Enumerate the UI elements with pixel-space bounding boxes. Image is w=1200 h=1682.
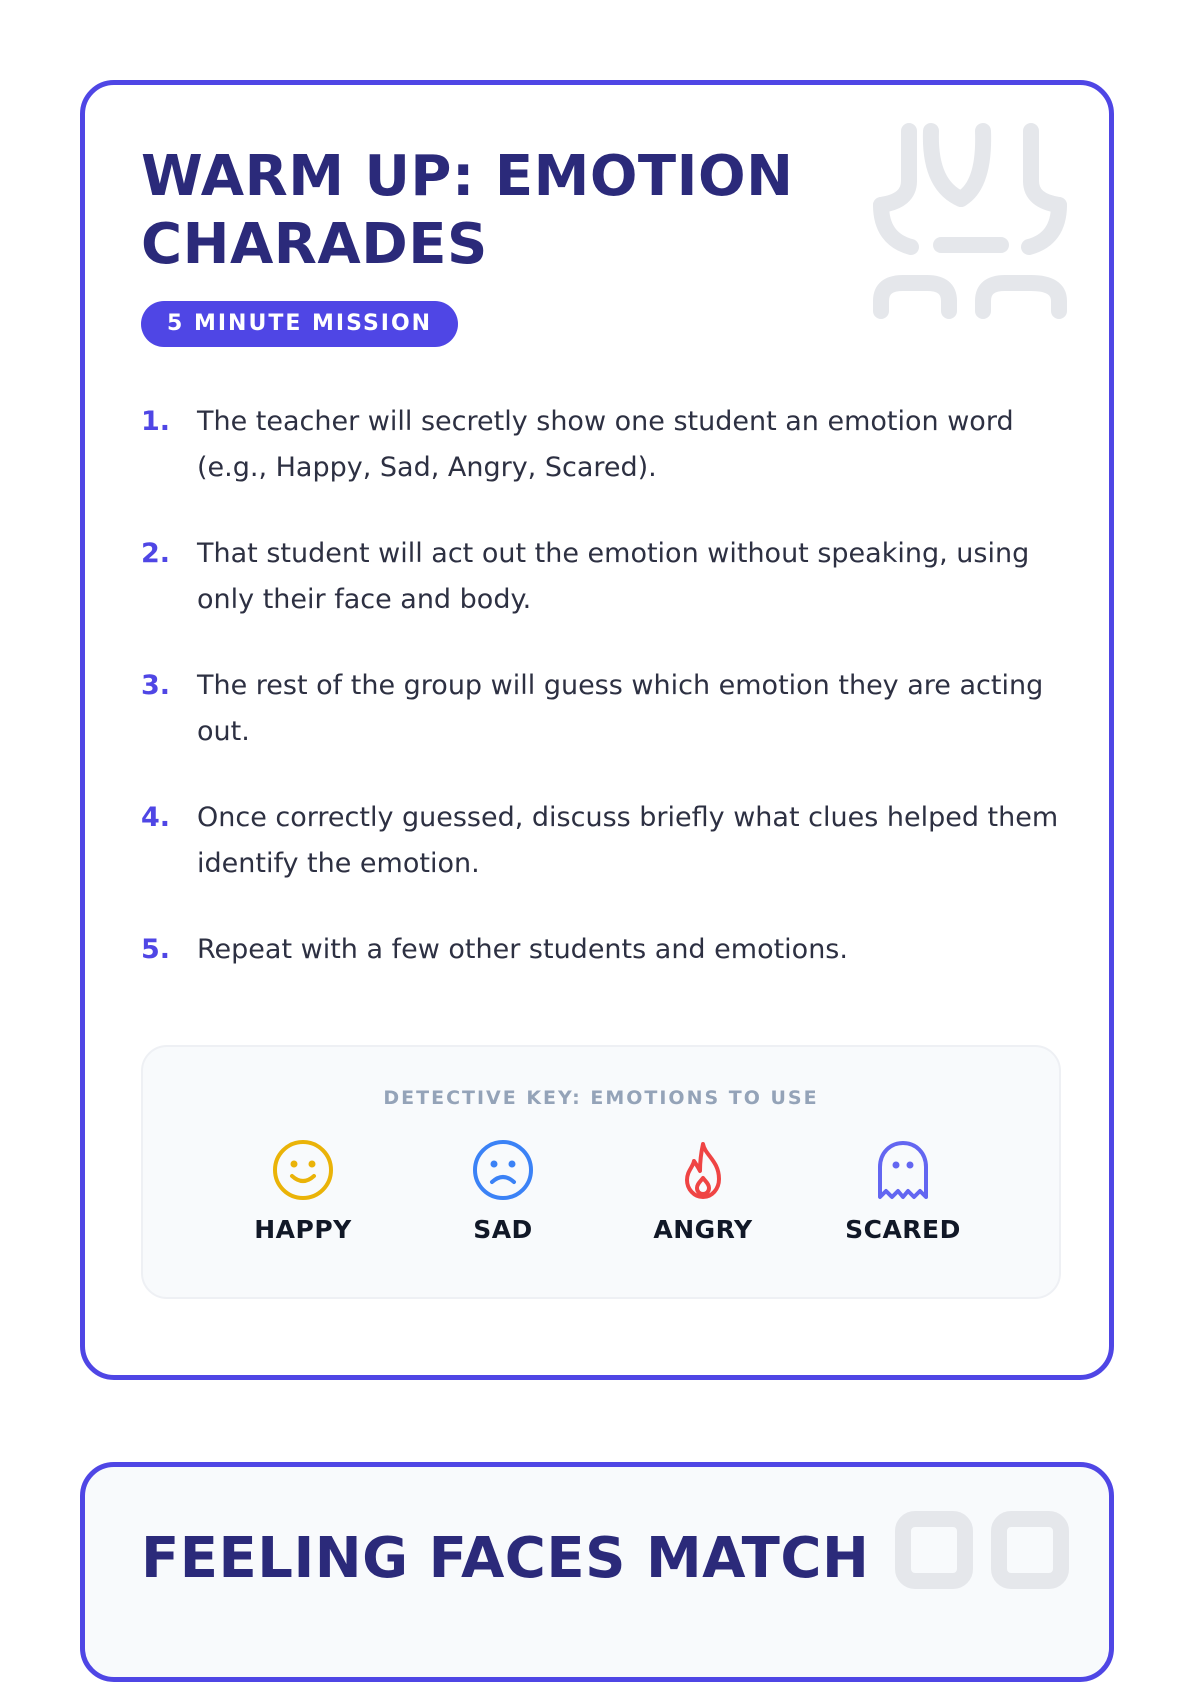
step-number: 3.	[141, 670, 171, 701]
emotion-sad	[423, 1137, 583, 1244]
time-badge: 5 MINUTE MISSION	[141, 301, 458, 347]
smile-icon	[270, 1137, 336, 1203]
list-item	[141, 663, 1061, 755]
step-number: 5.	[141, 934, 171, 965]
feeling-faces-card	[80, 1462, 1114, 1682]
step-text: Repeat with a few other students and emotions.	[197, 934, 848, 965]
drama-masks-icon	[871, 121, 1071, 321]
step-number: 1.	[141, 406, 171, 437]
flame-icon	[670, 1137, 736, 1203]
list-item	[141, 927, 1061, 973]
step-text: Once correctly guessed, discuss briefly what clues helped them identify the emotion.	[197, 802, 1059, 879]
step-number: 4.	[141, 802, 171, 833]
detective-key-title: DETECTIVE KEY: EMOTIONS TO USE	[383, 1087, 819, 1109]
list-item	[141, 795, 1061, 887]
emotion-angry	[623, 1137, 783, 1244]
step-text: That student will act out the emotion without speaking, using only their face and body.	[197, 538, 1030, 615]
detective-key-panel	[141, 1045, 1061, 1299]
instruction-list	[141, 399, 1061, 1013]
step-number: 2.	[141, 538, 171, 569]
feeling-faces-title: FEELING FACES MATCH	[141, 1526, 870, 1591]
emotion-key-list	[223, 1137, 983, 1244]
emotion-label: SAD	[473, 1215, 533, 1244]
frown-icon	[470, 1137, 536, 1203]
step-text: The teacher will secretly show one student an emotion word (e.g., Happy, Sad, Angry, Scared).	[197, 406, 1014, 483]
ghost-icon	[870, 1137, 936, 1203]
warm-up-card	[80, 80, 1114, 1380]
emotion-label: ANGRY	[653, 1215, 753, 1244]
emotion-label: SCARED	[845, 1215, 961, 1244]
list-item	[141, 531, 1061, 623]
emotion-happy	[223, 1137, 383, 1244]
squares-icon	[891, 1509, 1071, 1599]
list-item	[141, 399, 1061, 491]
step-text: The rest of the group will guess which emotion they are acting out.	[197, 670, 1044, 747]
emotion-label: HAPPY	[254, 1215, 352, 1244]
emotion-scared	[823, 1137, 983, 1244]
warm-up-title: WARM UP: EMOTION CHARADES	[141, 144, 794, 277]
